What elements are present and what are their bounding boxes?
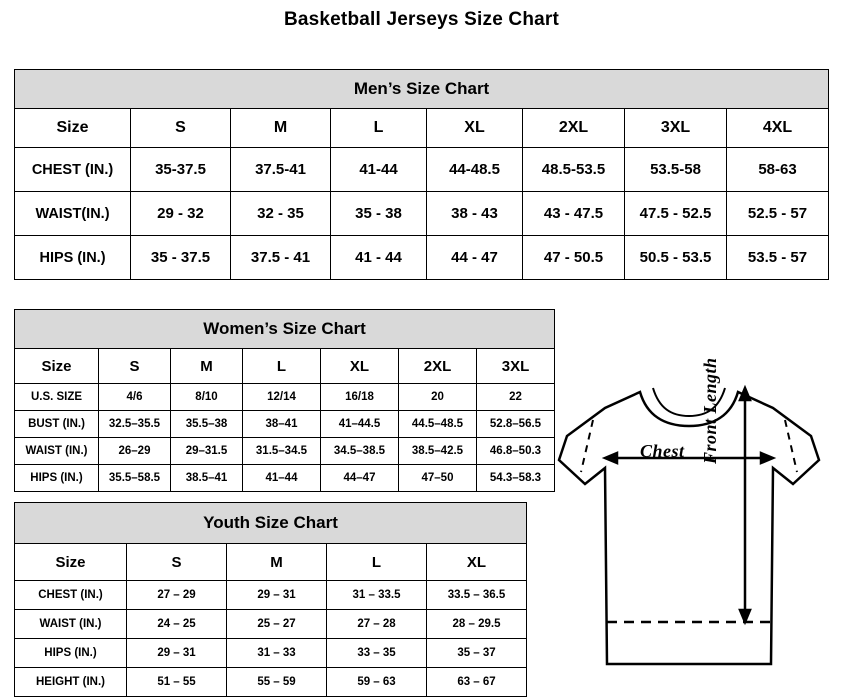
table-row: [15, 610, 527, 639]
mens-row-label-hips: HIPS (IN.): [15, 236, 131, 280]
womens-waist-l: 31.5–34.5: [243, 438, 321, 465]
womens-header-2xl: 2XL: [399, 349, 477, 384]
womens-header-l: L: [243, 349, 321, 384]
youth-waist-s: 24 – 25: [127, 610, 227, 639]
youth-table-caption-row: [15, 503, 527, 544]
youth-table-header-row: [15, 544, 527, 581]
womens-us-size-xl: 16/18: [321, 384, 399, 411]
womens-bust-3xl: 52.8–56.5: [477, 411, 555, 438]
womens-waist-3xl: 46.8–50.3: [477, 438, 555, 465]
youth-table-title: Youth Size Chart: [15, 503, 527, 544]
mens-header-xl: XL: [427, 109, 523, 148]
mens-header-2xl: 2XL: [523, 109, 625, 148]
womens-header-3xl: 3XL: [477, 349, 555, 384]
youth-hips-s: 29 – 31: [127, 639, 227, 668]
womens-bust-2xl: 44.5–48.5: [399, 411, 477, 438]
mens-waist-l: 35 - 38: [331, 192, 427, 236]
youth-height-l: 59 – 63: [327, 668, 427, 697]
mens-waist-3xl: 47.5 - 52.5: [625, 192, 727, 236]
youth-header-s: S: [127, 544, 227, 581]
youth-height-m: 55 – 59: [227, 668, 327, 697]
youth-header-m: M: [227, 544, 327, 581]
youth-hips-xl: 35 – 37: [427, 639, 527, 668]
womens-us-size-l: 12/14: [243, 384, 321, 411]
mens-table-title: Men’s Size Chart: [15, 70, 829, 109]
womens-bust-xl: 41–44.5: [321, 411, 399, 438]
youth-hips-l: 33 – 35: [327, 639, 427, 668]
womens-table-title: Women’s Size Chart: [15, 310, 555, 349]
mens-row-label-chest: CHEST (IN.): [15, 148, 131, 192]
mens-waist-m: 32 - 35: [231, 192, 331, 236]
mens-waist-xl: 38 - 43: [427, 192, 523, 236]
front-length-measurement-label: Front Length: [700, 357, 720, 464]
womens-row-label-hips: HIPS (IN.): [15, 465, 99, 492]
youth-waist-l: 27 – 28: [327, 610, 427, 639]
mens-waist-s: 29 - 32: [131, 192, 231, 236]
youth-chest-l: 31 – 33.5: [327, 581, 427, 610]
mens-size-chart-table: [14, 69, 829, 280]
youth-row-label-chest: CHEST (IN.): [15, 581, 127, 610]
youth-header-l: L: [327, 544, 427, 581]
womens-row-label-us-size: U.S. SIZE: [15, 384, 99, 411]
mens-hips-s: 35 - 37.5: [131, 236, 231, 280]
womens-waist-m: 29–31.5: [171, 438, 243, 465]
mens-table-caption-row: [15, 70, 829, 109]
womens-us-size-2xl: 20: [399, 384, 477, 411]
mens-header-s: S: [131, 109, 231, 148]
womens-header-s: S: [99, 349, 171, 384]
mens-hips-3xl: 50.5 - 53.5: [625, 236, 727, 280]
mens-header-l: L: [331, 109, 427, 148]
womens-hips-2xl: 47–50: [399, 465, 477, 492]
table-row: [15, 581, 527, 610]
womens-size-chart-table: [14, 309, 555, 492]
womens-waist-s: 26–29: [99, 438, 171, 465]
mens-chest-3xl: 53.5-58: [625, 148, 727, 192]
youth-waist-xl: 28 – 29.5: [427, 610, 527, 639]
mens-chest-4xl: 58-63: [727, 148, 829, 192]
womens-table-caption-row: [15, 310, 555, 349]
womens-us-size-3xl: 22: [477, 384, 555, 411]
chest-measurement-label: Chest: [640, 441, 685, 461]
youth-row-label-hips: HIPS (IN.): [15, 639, 127, 668]
womens-header-size: Size: [15, 349, 99, 384]
table-row: [15, 411, 555, 438]
womens-hips-xl: 44–47: [321, 465, 399, 492]
mens-header-4xl: 4XL: [727, 109, 829, 148]
table-row: [15, 384, 555, 411]
womens-hips-l: 41–44: [243, 465, 321, 492]
womens-hips-m: 38.5–41: [171, 465, 243, 492]
womens-bust-s: 32.5–35.5: [99, 411, 171, 438]
youth-height-xl: 63 – 67: [427, 668, 527, 697]
mens-hips-2xl: 47 - 50.5: [523, 236, 625, 280]
womens-waist-2xl: 38.5–42.5: [399, 438, 477, 465]
mens-chest-m: 37.5-41: [231, 148, 331, 192]
mens-hips-m: 37.5 - 41: [231, 236, 331, 280]
womens-us-size-s: 4/6: [99, 384, 171, 411]
table-row: [15, 668, 527, 697]
womens-header-xl: XL: [321, 349, 399, 384]
youth-hips-m: 31 – 33: [227, 639, 327, 668]
womens-row-label-bust: BUST (IN.): [15, 411, 99, 438]
mens-hips-xl: 44 - 47: [427, 236, 523, 280]
youth-height-s: 51 – 55: [127, 668, 227, 697]
womens-waist-xl: 34.5–38.5: [321, 438, 399, 465]
mens-chest-s: 35-37.5: [131, 148, 231, 192]
womens-bust-l: 38–41: [243, 411, 321, 438]
mens-chest-2xl: 48.5-53.5: [523, 148, 625, 192]
womens-hips-s: 35.5–58.5: [99, 465, 171, 492]
womens-row-label-waist: WAIST (IN.): [15, 438, 99, 465]
youth-row-label-height: HEIGHT (IN.): [15, 668, 127, 697]
youth-header-size: Size: [15, 544, 127, 581]
mens-row-label-waist: WAIST(IN.): [15, 192, 131, 236]
jersey-measurement-diagram: [545, 364, 843, 684]
youth-chest-m: 29 – 31: [227, 581, 327, 610]
mens-chest-l: 41-44: [331, 148, 427, 192]
youth-header-xl: XL: [427, 544, 527, 581]
mens-header-m: M: [231, 109, 331, 148]
table-row: [15, 192, 829, 236]
youth-waist-m: 25 – 27: [227, 610, 327, 639]
womens-bust-m: 35.5–38: [171, 411, 243, 438]
table-row: [15, 465, 555, 492]
mens-waist-2xl: 43 - 47.5: [523, 192, 625, 236]
womens-hips-3xl: 54.3–58.3: [477, 465, 555, 492]
mens-hips-l: 41 - 44: [331, 236, 427, 280]
womens-header-m: M: [171, 349, 243, 384]
youth-row-label-waist: WAIST (IN.): [15, 610, 127, 639]
mens-header-size: Size: [15, 109, 131, 148]
mens-waist-4xl: 52.5 - 57: [727, 192, 829, 236]
mens-table-header-row: [15, 109, 829, 148]
table-row: [15, 236, 829, 280]
page-title: Basketball Jerseys Size Chart: [283, 9, 560, 30]
table-row: [15, 438, 555, 465]
womens-us-size-m: 8/10: [171, 384, 243, 411]
youth-chest-xl: 33.5 – 36.5: [427, 581, 527, 610]
table-row: [15, 639, 527, 668]
table-row: [15, 148, 829, 192]
mens-header-3xl: 3XL: [625, 109, 727, 148]
mens-hips-4xl: 53.5 - 57: [727, 236, 829, 280]
youth-chest-s: 27 – 29: [127, 581, 227, 610]
mens-chest-xl: 44-48.5: [427, 148, 523, 192]
womens-table-header-row: [15, 349, 555, 384]
youth-size-chart-table: [14, 502, 527, 697]
